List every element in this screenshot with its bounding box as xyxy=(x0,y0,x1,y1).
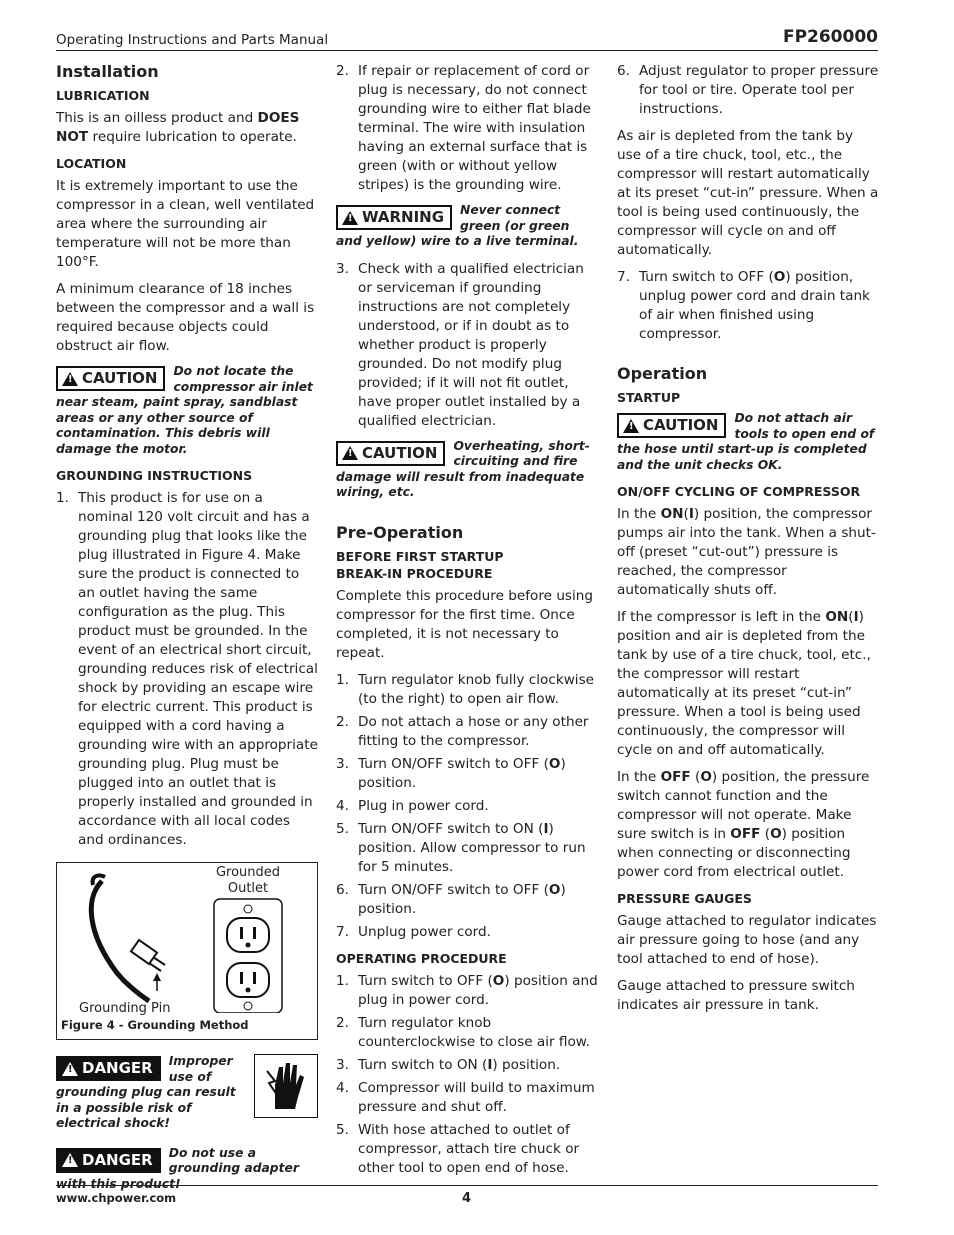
column-1 xyxy=(56,62,318,1202)
list-item: 2. Turn regulator knob counterclockwise to close air flow. xyxy=(336,1014,590,1050)
danger-badge: ! DANGER xyxy=(56,1148,161,1173)
onoff-text-1: In the ON(I) position, the compressor pumps air into the tank. When a shut-off (preset “cut-out”) pressure is reached, the compressor automatically shuts off. xyxy=(617,506,876,598)
caution-notice-startup: ! CAUTION Do not attach air tools to open end of the hose until start-up is completed and the unit checks OK. xyxy=(617,411,879,473)
caution-badge: ! CAUTION xyxy=(56,366,165,391)
air-depletion-text: As air is depleted from the tank by use of a tire chuck, tool, etc., the compressor will restart automatically at its preset “cut-in” pressure. When a tool is being used continuously, the compressor will cycle on and off automatically. xyxy=(617,128,879,258)
grounding-list-cont-2 xyxy=(336,260,598,431)
onoff-cycling-heading: ON/OFF CYCLING OF COMPRESSOR xyxy=(617,484,861,499)
grounding-pin-label: Grounding Pin xyxy=(79,1001,171,1016)
grounding-heading: GROUNDING INSTRUCTIONS xyxy=(56,468,253,483)
list-item: 5. Turn ON/OFF switch to ON (I) position. Allow compressor to run for 5 minutes. xyxy=(336,820,586,875)
model-number: FP260000 xyxy=(782,27,878,47)
list-item: 3. Turn switch to ON (I) position. xyxy=(336,1056,561,1073)
danger-notice-adapter: ! DANGER Do not use a grounding adapter with this product! xyxy=(56,1146,318,1193)
warning-triangle-icon xyxy=(62,1153,78,1167)
breakin-steps xyxy=(336,671,598,942)
grounded-outlet-label: Grounded Outlet xyxy=(215,865,281,896)
warning-triangle-icon xyxy=(62,1062,78,1076)
list-item: 4. Compressor will build to maximum pressure and shut off. xyxy=(336,1079,595,1115)
pressure-gauges-heading: PRESSURE GAUGES xyxy=(617,891,752,906)
caution-notice-inlet: ! CAUTION Do not locate the compressor air inlet near steam, paint spray, sandblast areas or any other source of contamination. This debris will damage the motor. xyxy=(56,364,318,457)
breakin-heading: BEFORE FIRST STARTUP BREAK-IN PROCEDURE xyxy=(336,548,504,581)
warning-notice-wire: ! WARNING Never connect green (or green and yellow) wire to a live terminal. xyxy=(336,203,598,250)
warning-triangle-icon xyxy=(62,372,78,386)
lubrication-heading: LUBRICATION xyxy=(56,88,150,103)
column-3 xyxy=(617,62,879,1023)
website-link[interactable]: www.chpower.com xyxy=(56,1191,177,1205)
list-item: 2. Do not attach a hose or any other fitting to the compressor. xyxy=(336,713,589,749)
caution-badge: ! CAUTION xyxy=(336,441,445,466)
list-item: 5. With hose attached to outlet of compressor, attach tire chuck or other tool to open end of hose. xyxy=(336,1121,580,1176)
operating-steps-cont xyxy=(617,62,879,119)
figure-caption: Figure 4 - Grounding Method xyxy=(61,1018,249,1032)
list-item: 3. Turn ON/OFF switch to OFF (O) position. xyxy=(336,755,566,791)
warning-triangle-icon xyxy=(342,211,358,225)
operation-heading: Operation xyxy=(617,364,708,383)
caution-notice-wiring: ! CAUTION Overheating, short-circuiting and fire damage will result from inadequate wiring, etc. xyxy=(336,439,598,501)
warning-badge: ! WARNING xyxy=(336,205,452,230)
danger-notice-plug: ! DANGER Improper use of grounding plug can result in a possible risk of electrical shock! xyxy=(56,1054,318,1132)
operating-procedure-heading: OPERATING PROCEDURE xyxy=(336,950,507,966)
list-item: 1. This product is for use on a nominal 120 volt circuit and has a grounding plug that looks like the plug illustrated in Figure 4. Make sure the product is connected to an outlet having the same configuration as the plug. This product must be grounded. In the event of an electrical short circuit, grounding reduces risk of electrical shock by providing an escape wire for electric current. This product is equipped with a cord having a grounding wire with an appropriate grounding plug. Plug must be plugged into an outlet that is properly installed and grounded in accordance with all local codes and ordinances. xyxy=(56,490,318,848)
grounding-list-cont xyxy=(336,62,598,195)
breakin-intro: Complete this procedure before using compressor for the first time. Once completed, it is not necessary to repeat. xyxy=(336,587,594,661)
onoff-text-3: In the OFF (O) position, the pressure switch cannot function and the compressor will not operate. Make sure switch is in OFF (O) position when connecting or disconnecting power cord from electrical outlet. xyxy=(617,769,870,880)
list-item: 2. If repair or replacement of cord or plug is necessary, do not connect grounding wire to either flat blade terminal. The wire with insulation having an external surface that is green (with or without yellow stripes) is the grounding wire. xyxy=(336,63,591,193)
list-item: 1. Turn switch to OFF (O) position and plug in power cord. xyxy=(336,972,598,1008)
caution-badge: ! CAUTION xyxy=(617,413,726,438)
list-item: 7. Unplug power cord. xyxy=(336,923,491,940)
figure-grounding-method xyxy=(56,862,318,1040)
gauge-text-1: Gauge attached to regulator indicates air pressure going to hose (and any tool attached to end of hose). xyxy=(617,913,877,967)
operating-steps xyxy=(336,972,598,1178)
page-number: 4 xyxy=(462,1191,472,1206)
installation-heading: Installation xyxy=(56,62,159,81)
startup-heading: STARTUP xyxy=(617,390,681,405)
grounding-list xyxy=(56,489,318,850)
column-2 xyxy=(336,62,598,1186)
warning-triangle-icon xyxy=(623,419,639,433)
onoff-text-2: If the compressor is left in the ON(I) position and air is depleted from the tank by use of a tire chuck, tool, etc., the compressor will restart automatically at its preset “cut-in” pressure. When a tool is being used continuously, the compressor will cycle on and off automatically. xyxy=(617,609,871,758)
manual-title: Operating Instructions and Parts Manual xyxy=(56,32,329,48)
list-item: 3. Check with a qualified electrician or serviceman if grounding instructions are not completely understood, or if in doubt as to whether product is properly grounded. Do not modify plug provided; if it will not fit outlet, have proper outlet installed by a qualified electrician. xyxy=(336,260,584,429)
lubrication-text: This is an oilless product and DOES NOT require lubrication to operate. xyxy=(56,110,300,145)
preoperation-heading: Pre-Operation xyxy=(336,522,464,542)
location-text-1: It is extremely important to use the compressor in a clean, well ventilated area where the surrounding air temperature will not be more than 100°F. xyxy=(56,178,315,270)
danger-badge: ! DANGER xyxy=(56,1056,161,1081)
list-item: 7. Turn switch to OFF (O) position, unplug power cord and drain tank of air when finished using compressor. xyxy=(617,269,870,342)
page-header xyxy=(56,27,878,51)
electric-shock-hand-icon xyxy=(254,1054,318,1118)
page-footer xyxy=(56,1185,878,1206)
list-item: 4. Plug in power cord. xyxy=(336,797,489,814)
location-text-2: A minimum clearance of 18 inches between the compressor and a wall is required because objects could obstruct air flow. xyxy=(56,281,315,354)
list-item: 1. Turn regulator knob fully clockwise (to the right) to open air flow. xyxy=(336,671,595,707)
operating-steps-cont-2 xyxy=(617,268,879,344)
gauge-text-2: Gauge attached to pressure switch indicates air pressure in tank. xyxy=(617,978,855,1013)
list-item: 6. Turn ON/OFF switch to OFF (O) position. xyxy=(336,881,566,917)
list-item: 6. Adjust regulator to proper pressure for tool or tire. Operate tool per instructions. xyxy=(617,63,879,117)
warning-triangle-icon xyxy=(342,446,358,460)
location-heading: LOCATION xyxy=(56,156,127,171)
